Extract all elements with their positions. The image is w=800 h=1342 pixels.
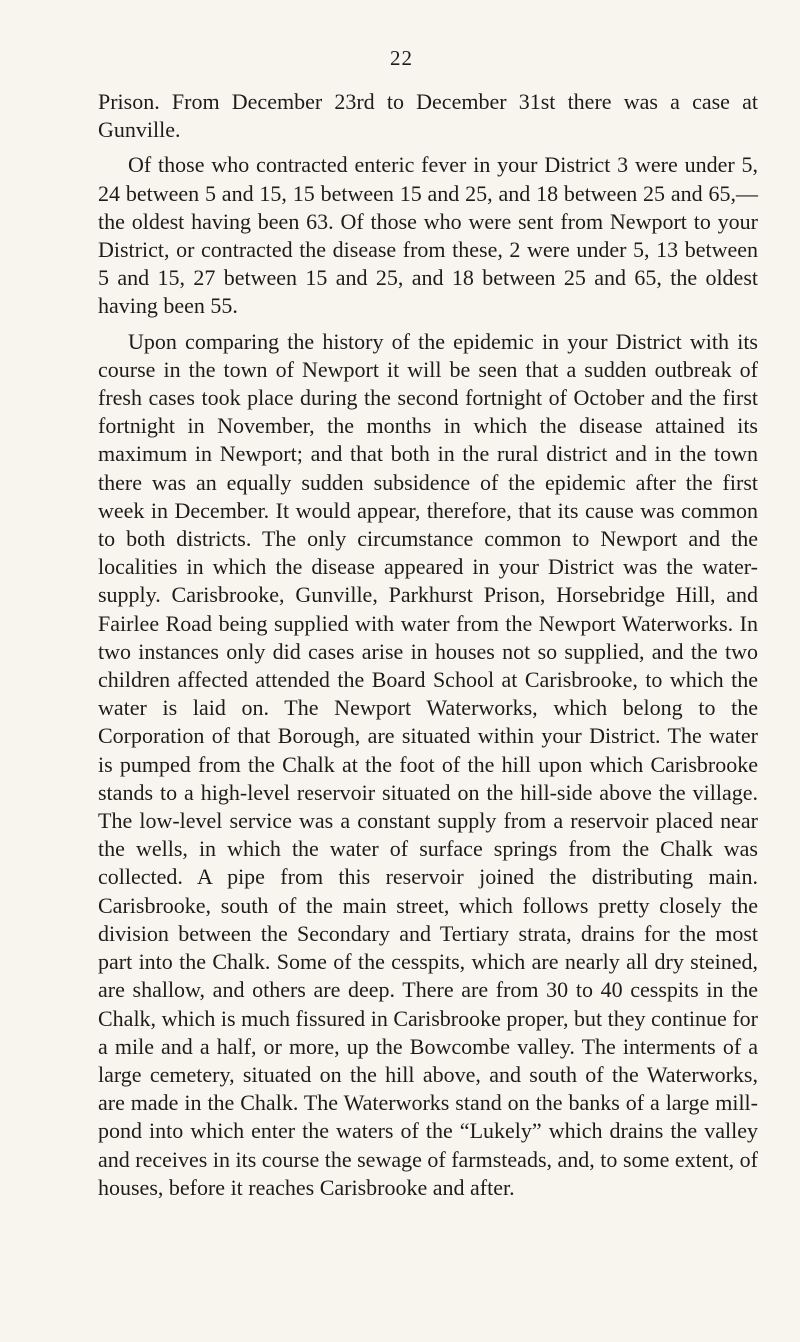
body-text: [98, 88, 758, 1202]
paragraph-water-supply-history: Upon comparing the history of the epidemic in your District with its course in the town of Newport it will be seen that a sudden outbreak of fresh cases took place during the second fortnight of October and the first fortnight in November, the months in which the disease attained its maximum in Newport; and that both in the rural district and in the town there was an equally sudden subsidence of the epidemic after the first week in December. It would appear, therefore, that its cause was common to both districts. The only circumstance common to Newport and the localities in which the disease appeared in your District was the water-supply. Carisbrooke, Gunville, Parkhurst Prison, Horsebridge Hill, and Fairlee Road being supplied with water from the Newport Waterworks. In two instances only did cases arise in houses not so supplied, and the two children affected attended the Board School at Carisbrooke, to which the water is laid on. The Newport Waterworks, which belong to the Corporation of that Borough, are situated within your District. The water is pumped from the Chalk at the foot of the hill upon which Carisbrooke stands to a high-level reservoir situated on the hill-side above the village. The low-level service was a constant supply from a reservoir placed near the wells, in which the water of surface springs from the Chalk was collected. A pipe from this reservoir joined the distributing main. Carisbrooke, south of the main street, which follows pretty closely the division between the Secondary and Tertiary strata, drains for the most part into the Chalk. Some of the cesspits, which are nearly all dry steined, are shallow, and others are deep. There are from 30 to 40 cesspits in the Chalk, which is much fissured in Carisbrooke proper, but they continue for a mile and a half, or more, up the Bowcombe valley. The interments of a large cemetery, situated on the hill above, and south of the Waterworks, are made in the Chalk. The Waterworks stand on the banks of a large mill-pond into which enter the waters of the “Lukely” which drains the valley and receives in its course the sewage of farmsteads, and, to some extent, of houses, before it reaches Carisbrooke and after.: [98, 328, 758, 1200]
paragraph-age-distribution: Of those who contracted enteric fever in your District 3 were under 5, 24 between 5 and 15, 15 between 15 and 25, and 18 between 25 and 65,—the oldest having been 63. Of those who were sent from Newport to your District, or contracted the disease from these, 2 were under 5, 13 between 5 and 15, 27 between 15 and 25, and 18 between 25 and 65, the oldest having been 55.: [98, 152, 758, 319]
paragraph-prison-continuation: Prison. From December 23rd to December 31st there was a case at Gunville.: [98, 89, 758, 143]
page-number: 22: [390, 46, 413, 70]
